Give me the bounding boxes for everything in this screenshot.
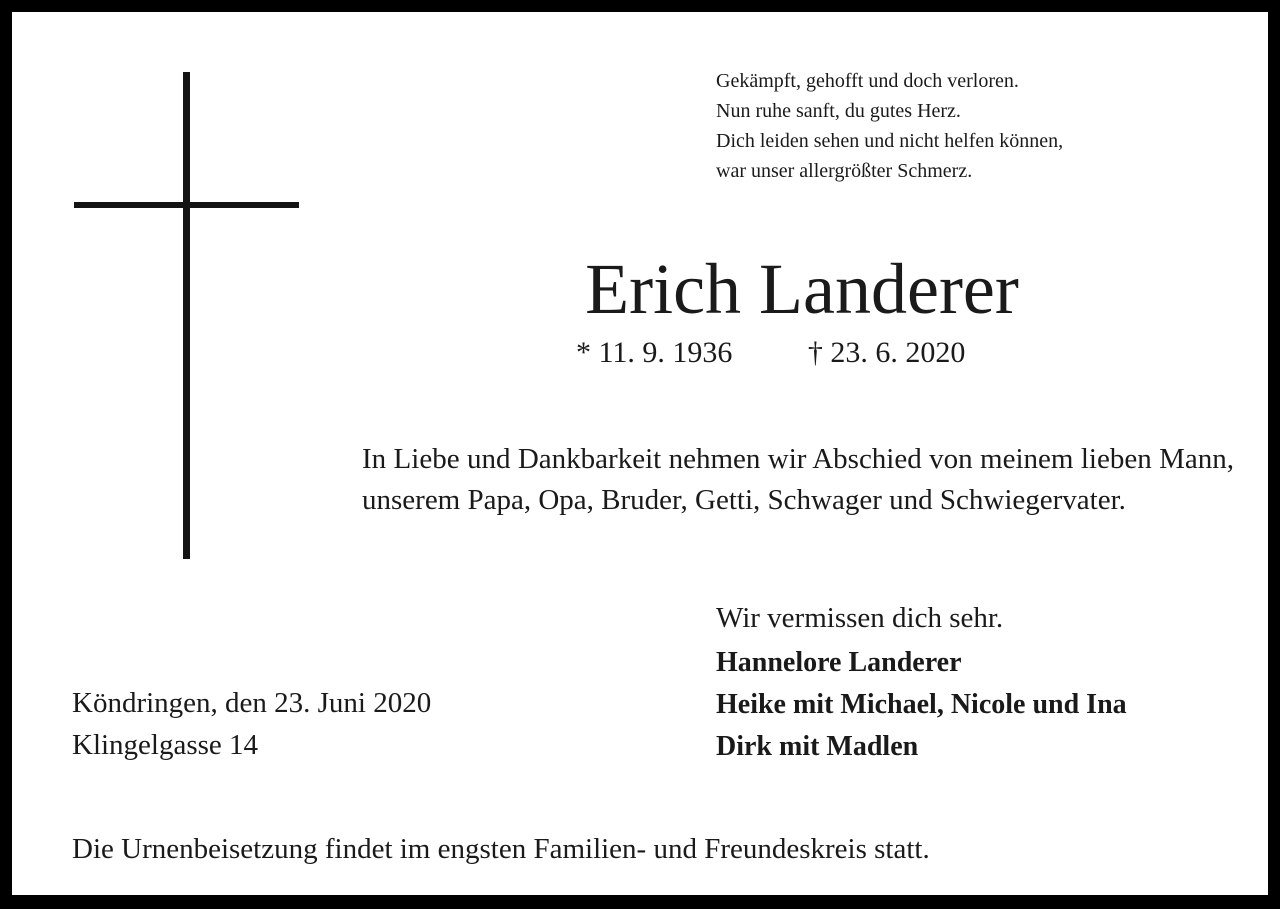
place-and-address [72,682,431,766]
signer: Dirk mit Madlen [716,731,919,762]
address: Klingelgasse 14 [72,729,259,761]
life-dates [576,334,965,372]
poem-line: Gekämpft, gehofft und doch verloren. [716,70,1019,92]
farewell-message: In Liebe und Dankbarkeit nehmen wir Abschied von meinem lieben Mann, unserem Papa, Opa, Bruder, Getti, Schwager und Schwiegervater. [362,443,1234,516]
cross-icon-bar [74,202,299,208]
signer: Hannelore Landerer [716,647,962,678]
poem-line: Dich leiden sehen und nicht helfen können, [716,130,1064,152]
cross-icon [183,72,190,559]
farewell-line: Wir vermissen dich sehr. [716,602,1004,634]
birth-date: * 11. 9. 1936 [576,336,733,369]
poem-line: Nun ruhe sanft, du gutes Herz. [716,100,961,122]
signers [716,642,1127,768]
burial-note: Die Urnenbeisetzung findet im engsten Familien- und Freundeskreis statt. [72,833,930,865]
deceased-name: Erich Landerer [585,249,1019,329]
signer: Heike mit Michael, Nicole und Ina [716,689,1127,720]
death-date: † 23. 6. 2020 [807,336,966,369]
poem [716,66,1063,186]
place-date: Köndringen, den 23. Juni 2020 [72,687,432,719]
poem-line: war unser allergrößter Schmerz. [716,160,973,182]
